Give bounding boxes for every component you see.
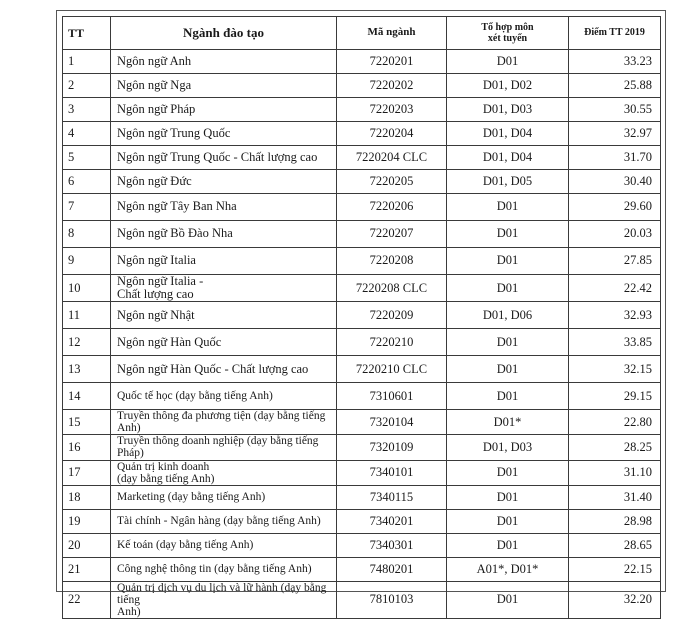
cell-major: Ngôn ngữ Anh	[111, 50, 337, 74]
cell-major: Ngôn ngữ Hàn Quốc - Chất lượng cao	[111, 356, 337, 383]
cell-code: 7220210	[337, 329, 447, 356]
cell-major-line2: Anh)	[117, 605, 141, 618]
cell-code: 7220209	[337, 302, 447, 329]
table-row	[63, 383, 661, 410]
cell-tt: 6	[63, 170, 111, 194]
cell-score: 30.40	[569, 170, 661, 194]
header-score: Điểm TT 2019	[569, 17, 661, 50]
cell-tt: 16	[63, 435, 111, 460]
cell-tt: 3	[63, 98, 111, 122]
cell-major: Quốc tế học (dạy bằng tiếng Anh)	[111, 383, 337, 410]
cell-score: 32.93	[569, 302, 661, 329]
cell-score: 33.85	[569, 329, 661, 356]
table-row	[63, 329, 661, 356]
cell-tt: 7	[63, 194, 111, 221]
table-header-row	[63, 17, 661, 50]
cell-tt: 14	[63, 383, 111, 410]
cell-combo: D01, D03	[447, 98, 569, 122]
cell-combo: D01	[447, 194, 569, 221]
cell-score: 28.25	[569, 435, 661, 460]
table-row	[63, 74, 661, 98]
cell-combo: D01*	[447, 410, 569, 435]
table-row	[63, 50, 661, 74]
cell-code: 7220206	[337, 194, 447, 221]
cell-major-line2: Anh)	[117, 422, 141, 435]
cell-score: 29.15	[569, 383, 661, 410]
cell-code: 7340301	[337, 533, 447, 557]
cell-major: Ngôn ngữ Tây Ban Nha	[111, 194, 337, 221]
cell-code: 7220202	[337, 74, 447, 98]
cell-combo: D01, D03	[447, 435, 569, 460]
cell-score: 22.42	[569, 275, 661, 302]
cell-score: 32.15	[569, 356, 661, 383]
cell-code: 7220203	[337, 98, 447, 122]
header-code: Mã ngành	[337, 17, 447, 50]
cell-major: Ngôn ngữ Hàn Quốc	[111, 329, 337, 356]
cell-major: Công nghệ thông tin (dạy bằng tiếng Anh)	[111, 557, 337, 581]
cell-tt: 11	[63, 302, 111, 329]
cell-score: 28.65	[569, 533, 661, 557]
cell-combo: D01	[447, 275, 569, 302]
cell-major: Ngôn ngữ Đức	[111, 170, 337, 194]
header-tt: TT	[63, 17, 111, 50]
cell-major-line2: (dạy bằng tiếng Anh)	[117, 472, 215, 485]
cell-score: 22.80	[569, 410, 661, 435]
cell-tt: 12	[63, 329, 111, 356]
header-combo	[447, 17, 569, 50]
cell-combo: D01, D05	[447, 170, 569, 194]
cell-score: 20.03	[569, 221, 661, 248]
cell-code: 7340115	[337, 485, 447, 509]
cell-tt: 4	[63, 122, 111, 146]
cell-code: 7310601	[337, 383, 447, 410]
cell-combo: D01	[447, 383, 569, 410]
cell-code: 7220204 CLC	[337, 146, 447, 170]
cell-combo: D01	[447, 50, 569, 74]
cell-score: 28.98	[569, 509, 661, 533]
cell-code: 7320104	[337, 410, 447, 435]
cell-major-line1: Quản trị dịch vụ du lịch và lữ hành (dạy bằng tiếng	[117, 581, 327, 606]
cell-tt: 9	[63, 248, 111, 275]
cell-score: 30.55	[569, 98, 661, 122]
cell-tt: 22	[63, 581, 111, 618]
table-row	[63, 356, 661, 383]
cell-tt: 8	[63, 221, 111, 248]
cell-code: 7220205	[337, 170, 447, 194]
header-combo-line1: Tổ hợp môn	[481, 21, 534, 33]
cell-combo: D01	[447, 329, 569, 356]
cell-score: 31.70	[569, 146, 661, 170]
cell-major	[111, 410, 337, 435]
table-row	[63, 194, 661, 221]
cell-tt: 17	[63, 460, 111, 485]
cell-score: 31.40	[569, 485, 661, 509]
cell-major-line1: Quản trị kinh doanh	[117, 460, 210, 473]
cell-code: 7220208 CLC	[337, 275, 447, 302]
table-row	[63, 221, 661, 248]
cell-code: 7810103	[337, 581, 447, 618]
cell-tt: 5	[63, 146, 111, 170]
cell-combo: D01, D02	[447, 74, 569, 98]
cell-combo: D01	[447, 485, 569, 509]
cell-code: 7220210 CLC	[337, 356, 447, 383]
cell-code: 7340201	[337, 509, 447, 533]
cell-tt: 18	[63, 485, 111, 509]
cell-combo: D01, D04	[447, 146, 569, 170]
table-row	[63, 275, 661, 302]
cell-combo: A01*, D01*	[447, 557, 569, 581]
cell-combo: D01	[447, 509, 569, 533]
cell-score: 32.20	[569, 581, 661, 618]
table-row	[63, 460, 661, 485]
cell-major: Ngôn ngữ Trung Quốc - Chất lượng cao	[111, 146, 337, 170]
cell-tt: 10	[63, 275, 111, 302]
cell-major-line1: Truyền thông doanh nghiệp (dạy bằng tiếng	[117, 435, 319, 448]
admission-scores-table	[62, 16, 661, 619]
table-row	[63, 146, 661, 170]
table-row	[63, 485, 661, 509]
cell-combo: D01	[447, 581, 569, 618]
table-row	[63, 248, 661, 275]
cell-code: 7220207	[337, 221, 447, 248]
cell-score: 22.15	[569, 557, 661, 581]
cell-combo: D01	[447, 356, 569, 383]
cell-major-line2: Pháp)	[117, 447, 144, 460]
cell-tt: 19	[63, 509, 111, 533]
cell-combo: D01, D04	[447, 122, 569, 146]
cell-score: 33.23	[569, 50, 661, 74]
cell-code: 7480201	[337, 557, 447, 581]
cell-tt: 1	[63, 50, 111, 74]
cell-major: Marketing (dạy bằng tiếng Anh)	[111, 485, 337, 509]
cell-score: 25.88	[569, 74, 661, 98]
cell-tt: 2	[63, 74, 111, 98]
cell-tt: 20	[63, 533, 111, 557]
table-row	[63, 410, 661, 435]
cell-major: Ngôn ngữ Nhật	[111, 302, 337, 329]
table-row	[63, 302, 661, 329]
cell-major: Ngôn ngữ Trung Quốc	[111, 122, 337, 146]
cell-code: 7340101	[337, 460, 447, 485]
header-combo-line2: xét tuyển	[487, 33, 528, 44]
cell-major	[111, 275, 337, 302]
table-row	[63, 533, 661, 557]
cell-major: Ngôn ngữ Pháp	[111, 98, 337, 122]
cell-code: 7220208	[337, 248, 447, 275]
cell-major-line1: Ngôn ngữ Italia -	[117, 274, 204, 288]
table-row	[63, 170, 661, 194]
cell-major-line1: Truyền thông đa phương tiện (dạy bằng tiếng	[117, 410, 326, 423]
table-row	[63, 435, 661, 460]
cell-major: Tài chính - Ngân hàng (dạy bằng tiếng Anh)	[111, 509, 337, 533]
cell-combo: D01	[447, 221, 569, 248]
cell-combo: D01	[447, 460, 569, 485]
cell-code: 7220204	[337, 122, 447, 146]
cell-combo: D01, D06	[447, 302, 569, 329]
cell-score: 27.85	[569, 248, 661, 275]
cell-code: 7220201	[337, 50, 447, 74]
cell-tt: 15	[63, 410, 111, 435]
cell-major: Ngôn ngữ Bồ Đào Nha	[111, 221, 337, 248]
cell-tt: 13	[63, 356, 111, 383]
cell-combo: D01	[447, 248, 569, 275]
cell-major	[111, 435, 337, 460]
table-row	[63, 509, 661, 533]
table-row	[63, 98, 661, 122]
cell-score: 32.97	[569, 122, 661, 146]
cell-score: 29.60	[569, 194, 661, 221]
cell-code: 7320109	[337, 435, 447, 460]
cell-score: 31.10	[569, 460, 661, 485]
cell-tt: 21	[63, 557, 111, 581]
cell-major: Ngôn ngữ Italia	[111, 248, 337, 275]
cell-major: Kế toán (dạy bằng tiếng Anh)	[111, 533, 337, 557]
table-row	[63, 122, 661, 146]
cell-major	[111, 460, 337, 485]
header-major: Ngành đào tạo	[111, 17, 337, 50]
cell-combo: D01	[447, 533, 569, 557]
cell-major: Ngôn ngữ Nga	[111, 74, 337, 98]
table-row	[63, 557, 661, 581]
cell-major-line2: Chất lượng cao	[117, 287, 194, 302]
